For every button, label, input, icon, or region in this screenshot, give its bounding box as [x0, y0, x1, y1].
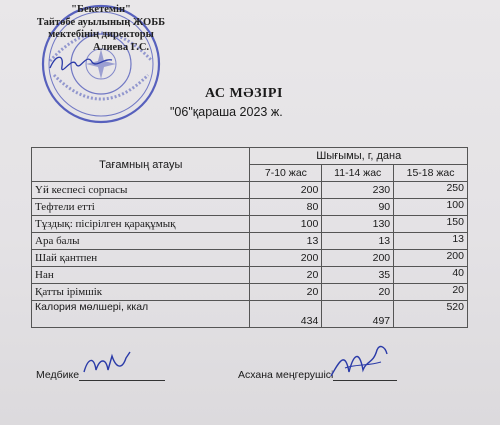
- header-age-11-14: 11-14 жас: [322, 165, 394, 182]
- portion-11-14: 230: [322, 182, 394, 199]
- table-row: [32, 250, 468, 267]
- dish-name: Қатты ірімшік: [32, 284, 250, 301]
- portion-15-18: 150: [394, 216, 468, 233]
- signature-underline: [79, 380, 165, 381]
- menu-table: [31, 147, 468, 328]
- approval-line4: Алиева Г.С.: [92, 41, 150, 53]
- calorie-total-label: Калория мөлшері, ккал: [32, 301, 250, 328]
- table-row: [32, 233, 468, 250]
- portion-7-10: 20: [250, 284, 322, 301]
- header-age-15-18: 15-18 жас: [394, 165, 468, 182]
- portion-15-18: 40: [394, 267, 468, 284]
- cook-label: Асхана меңгерушісі: [238, 369, 334, 381]
- dish-name: Ара балы: [32, 233, 250, 250]
- table-row: [32, 216, 468, 233]
- approval-line3: мектебінің директоры: [48, 29, 154, 40]
- dish-name: Тефтели етті: [32, 199, 250, 216]
- table-row: [32, 199, 468, 216]
- portion-7-10: 20: [250, 267, 322, 284]
- document-date: "06"қараша 2023 ж.: [170, 105, 283, 119]
- nurse-signature: [80, 348, 136, 380]
- portion-15-18: 13: [394, 233, 468, 250]
- header-portion: Шығымы, г, дана: [250, 148, 468, 165]
- dish-name: Шай қантпен: [32, 250, 250, 267]
- header-dish-name: Тағамның атауы: [32, 148, 250, 182]
- cook-signature: [325, 342, 391, 384]
- document-title: АС МӘЗІРІ: [205, 86, 283, 101]
- nurse-label: Медбике: [36, 369, 80, 381]
- portion-15-18: 20: [394, 284, 468, 301]
- portion-11-14: 200: [322, 250, 394, 267]
- calorie-11-14: 497: [322, 301, 394, 328]
- portion-11-14: 35: [322, 267, 394, 284]
- dish-name: Тұздық: пісірілген қарақұмық: [32, 216, 250, 233]
- header-age-7-10: 7-10 жас: [250, 165, 322, 182]
- table-row: [32, 284, 468, 301]
- approval-block: [36, 4, 166, 54]
- portion-11-14: 130: [322, 216, 394, 233]
- approval-school: "Бекетемін": [71, 4, 131, 15]
- approval-line2: Тайтөбе ауылының ЖОББ: [36, 16, 166, 28]
- portion-7-10: 80: [250, 199, 322, 216]
- dish-name: Нан: [32, 267, 250, 284]
- calorie-7-10: 434: [250, 301, 322, 328]
- portion-7-10: 200: [250, 250, 322, 267]
- calorie-total-row: [32, 301, 468, 328]
- portion-7-10: 13: [250, 233, 322, 250]
- portion-7-10: 200: [250, 182, 322, 199]
- table-row: [32, 182, 468, 199]
- director-signature: [46, 48, 116, 76]
- portion-11-14: 13: [322, 233, 394, 250]
- portion-11-14: 90: [322, 199, 394, 216]
- portion-15-18: 100: [394, 199, 468, 216]
- portion-11-14: 20: [322, 284, 394, 301]
- dish-name: Үй кеспесі сорпасы: [32, 182, 250, 199]
- portion-15-18: 200: [394, 250, 468, 267]
- portion-7-10: 100: [250, 216, 322, 233]
- table-row: [32, 267, 468, 284]
- calorie-15-18: 520: [394, 301, 468, 328]
- portion-15-18: 250: [394, 182, 468, 199]
